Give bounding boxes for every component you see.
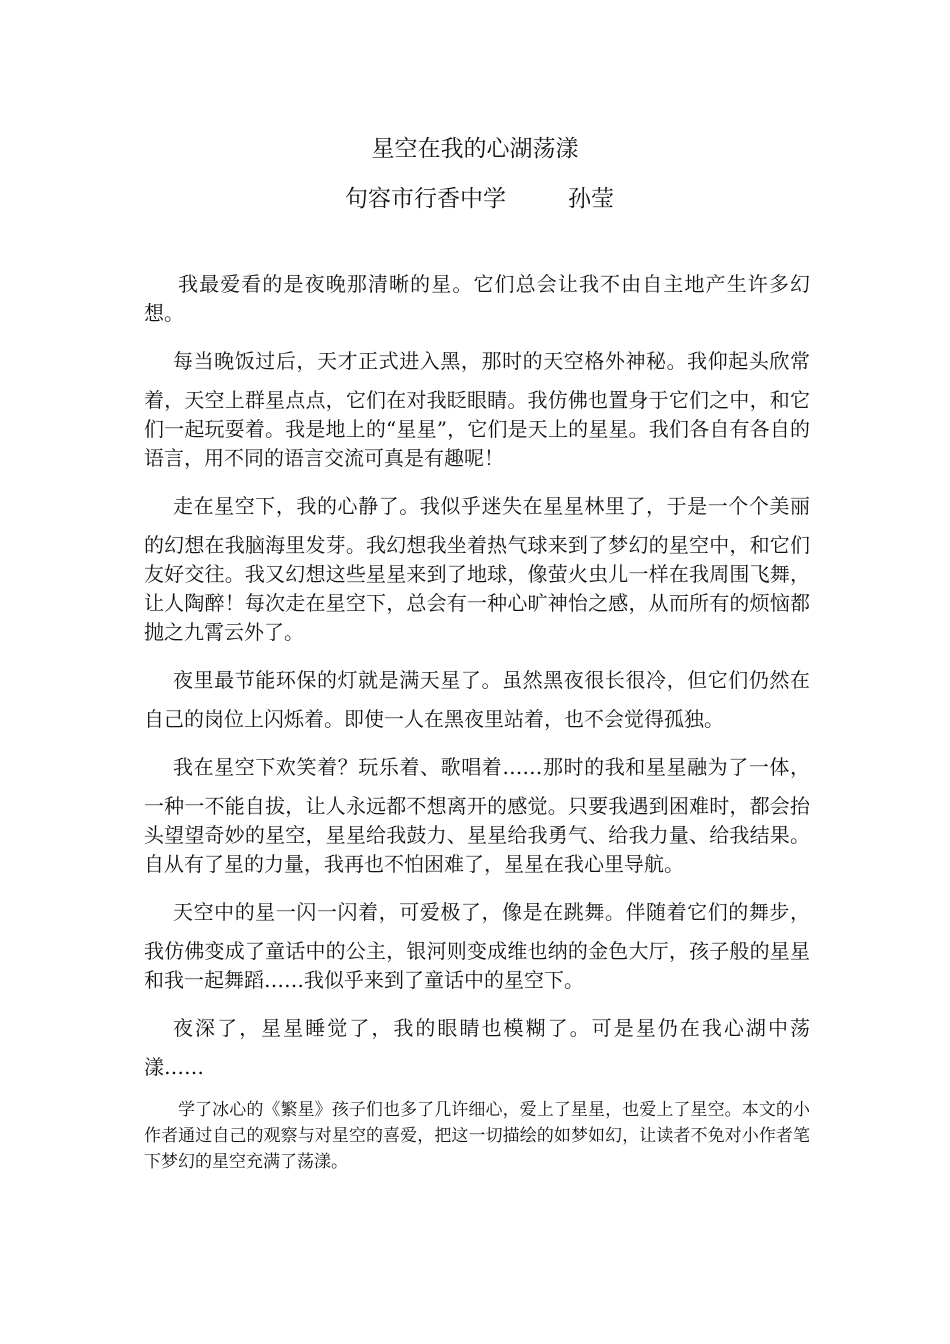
byline <box>345 183 614 215</box>
byline-author: 孙莹 <box>568 186 614 212</box>
paragraph: 天空中的星一闪一闪着，可爱极了，像是在跳舞。伴随着它们的舞步，我仿佛变成了童话中的公主，银河则变成维也纳的金色大厅，孩子般的星星和我一起舞蹈……我似乎来到了童话中的星空下。 <box>144 900 810 992</box>
paragraph: 每当晚饭过后，天才正式进入黑，那时的天空格外神秘。我仰起头欣常着，天空上群星点点，它们在对我眨眼睛。我仿佛也置身于它们之中，和它们一起玩耍着。我是地上的“星星”，它们是天上的星星。我们各自有各自的语言，用不同的语言交流可真是有趣呢！ <box>144 349 810 470</box>
article-body <box>144 270 810 1090</box>
paragraph: 夜深了，星星睡觉了，我的眼睛也模糊了。可是星仍在我心湖中荡漾…… <box>144 1016 810 1079</box>
editor-commentary: 学了冰心的《繁星》孩子们也多了几许细心，爱上了星星，也爱上了星空。本文的小作者通过自己的观察与对星空的喜爱，把这一切描绘的如梦如幻，让读者不免对小作者笔下梦幻的星空充满了荡漾。 <box>144 1100 810 1172</box>
byline-school: 句容市行香中学 <box>345 186 506 212</box>
paragraph: 我最爱看的是夜晚那清晰的星。它们总会让我不由自主地产生许多幻想。 <box>144 272 810 325</box>
paragraph: 夜里最节能环保的灯就是满天星了。虽然黑夜很长很冷，但它们仍然在自己的岗位上闪烁着。即使一人在黑夜里站着，也不会觉得孤独。 <box>144 668 810 731</box>
paragraph: 走在星空下，我的心静了。我似乎迷失在星星林里了，于是一个个美丽的幻想在我脑海里发芽。我幻想我坐着热气球来到了梦幻的星空中，和它们友好交往。我又幻想这些星星来到了地球，像萤火虫儿一样在我周围飞舞，让人陶醉！每次走在星空下，总会有一种心旷神怡之感，从而所有的烦恼都抛之九霄云外了。 <box>144 494 810 644</box>
document-title: 星空在我的心湖荡漾 <box>371 136 579 162</box>
paragraph: 我在星空下欢笑着？玩乐着、歌唱着……那时的我和星星融为了一体，一种一不能自拔，让人永远都不想离开的感觉。只要我遇到困难时，都会抬头望望奇妙的星空，星星给我鼓力、星星给我勇气、给我力量、给我结果。自从有了星的力量，我再也不怕困难了，星星在我心里导航。 <box>144 755 810 876</box>
